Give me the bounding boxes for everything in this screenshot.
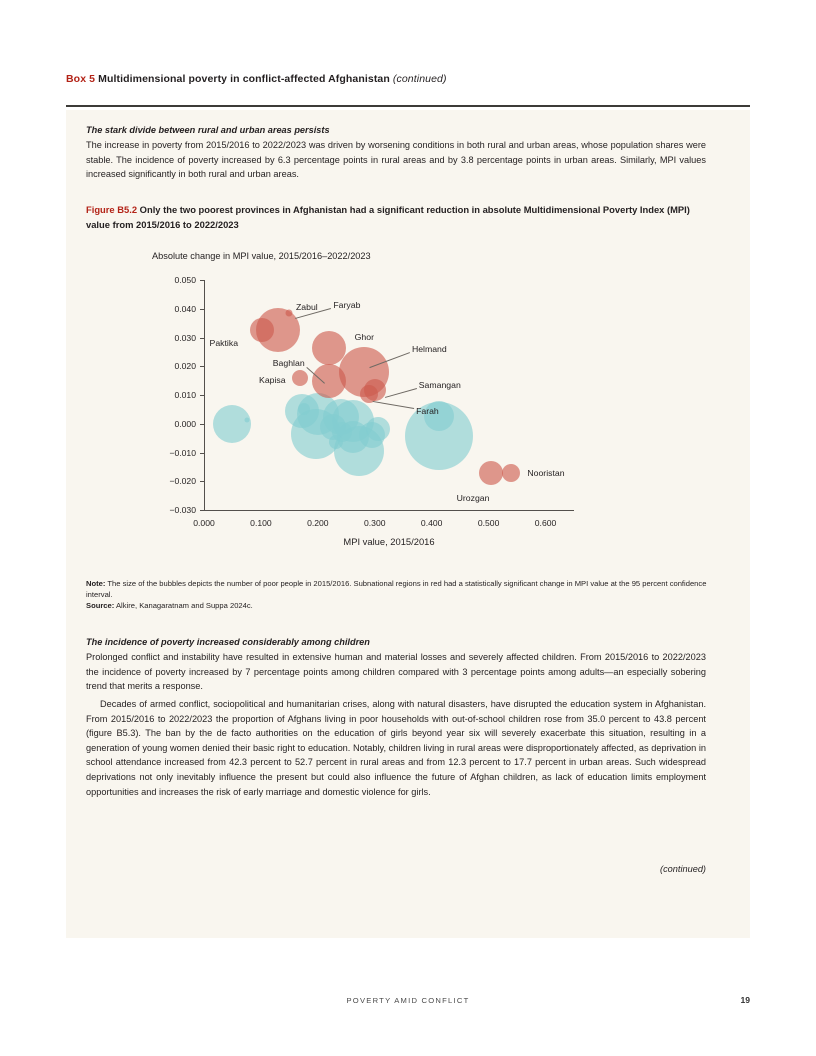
bubble-chart bbox=[86, 248, 706, 558]
chart-y-tick-mark bbox=[200, 481, 204, 482]
section-heading-children: The incidence of poverty increased considerably among children bbox=[86, 637, 370, 647]
source-label: Source: bbox=[86, 601, 115, 611]
header-divider bbox=[66, 105, 750, 107]
chart-bubble-nooristan bbox=[502, 464, 520, 482]
note-text: The size of the bubbles depicts the number of poor people in 2015/2016. Subnational regions in red had a statistically significant change in MPI value at the 95 percent confidence interval. bbox=[86, 579, 707, 600]
section-paragraph-children-2: Decades of armed conflict, sociopolitical and humanitarian crises, along with natural disasters, have disrupted the education system in Afghanistan. From 2015/2016 to 2022/2023 the proportion of Afghans living in poor households with out-of-school children rose from 35.0 percent to 43.8 percent (figure B5.3). The ban by the de facto authorities on the education of girls beyond year six will severely exacerbate this situation, resulting in a generation of young women denied their basic right to education. Notably, children living in rural areas were disproportionately affected, as deprivation in school attendance increased from 42.3 percent to 52.7 percent in rural areas and from 12.3 percent to 17.7 percent in urban areas. Such widespread deprivations not only inevitably influence the present but could also influence the future of Afghan children, as lack of education limits employment opportunities and increases the risk of early marriage and domestic violence for girls. bbox=[86, 699, 706, 797]
chart-bubble-farah bbox=[360, 385, 378, 403]
chart-y-tick-label: −0.010 bbox=[169, 447, 196, 458]
footer-page-number: 19 bbox=[740, 995, 750, 1005]
chart-y-tick-mark bbox=[200, 280, 204, 281]
chart-bubble-ghor bbox=[312, 331, 346, 365]
chart-y-tick-label: 0.020 bbox=[174, 361, 196, 372]
box-number-label: Box 5 bbox=[66, 73, 96, 85]
chart-x-tick-label: 0.300 bbox=[364, 518, 386, 528]
chart-y-tick-mark bbox=[200, 424, 204, 425]
chart-bubble-kapisa bbox=[292, 370, 308, 386]
chart-point-label-helmand: Helmand bbox=[411, 344, 447, 354]
chart-bubble-paktika bbox=[250, 318, 274, 342]
figure-title bbox=[86, 202, 706, 232]
chart-y-tick-mark bbox=[200, 338, 204, 339]
source-text: Alkire, Kanagaratnam and Suppa 2024c. bbox=[115, 601, 253, 611]
chart-x-axis-title: MPI value, 2015/2016 bbox=[343, 536, 435, 547]
box-title: Multidimensional poverty in conflict-affected Afghanistan bbox=[98, 73, 390, 85]
chart-bubble-faryab bbox=[286, 310, 293, 317]
chart-bubble bbox=[298, 403, 310, 415]
chart-point-label-kapisa: Kapisa bbox=[259, 374, 286, 385]
chart-y-tick-mark bbox=[200, 366, 204, 367]
chart-plot-area bbox=[204, 280, 574, 510]
chart-point-label-samangan: Samangan bbox=[418, 379, 461, 390]
chart-y-tick-label: 0.000 bbox=[174, 418, 196, 429]
chart-point-label-ghor: Ghor bbox=[354, 332, 374, 343]
chart-point-label-zabul: Zabul bbox=[296, 302, 318, 313]
chart-bubble bbox=[213, 405, 251, 443]
chart-bubble bbox=[329, 435, 343, 449]
chart-y-tick-mark bbox=[200, 510, 204, 511]
footer-running-head: POVERTY AMID CONFLICT bbox=[346, 996, 470, 1005]
chart-x-tick-label: 0.000 bbox=[193, 518, 215, 528]
chart-bubble-urozgan bbox=[479, 461, 503, 485]
box-header bbox=[66, 72, 750, 86]
section-paragraph-children-1: Prolonged conflict and instability have resulted in extensive human and material losses and severely affected children. From 2015/2016 to 2022/2023 the incidence of poverty increased by 7 percentage points among children compared with 3 percentage points among adults—an especially sobering trend that merits a response. bbox=[86, 652, 706, 692]
box-continued-label: (continued) bbox=[392, 73, 447, 85]
continued-note: (continued) bbox=[660, 864, 706, 874]
chart-y-tick-mark bbox=[200, 453, 204, 454]
section-paragraph-rural-urban: The increase in poverty from 2015/2016 to 2022/2023 was driven by worsening conditions in both rural and urban areas, whose population shares were stable. The incidence of poverty increased by 6.3 percentage points in rural areas and by 3.8 percentage points in urban areas. Similarly, MPI values increased significantly in both rural and urban areas. bbox=[86, 140, 706, 180]
chart-y-tick-label: 0.050 bbox=[174, 275, 196, 285]
chart-point-label-faryab: Faryab bbox=[333, 300, 361, 311]
chart-x-tick-label: 0.600 bbox=[534, 518, 557, 528]
chart-y-tick-mark bbox=[200, 309, 204, 310]
chart-y-tick-mark bbox=[200, 395, 204, 396]
chart-x-tick-label: 0.200 bbox=[307, 518, 329, 528]
chart-y-tick-label: −0.030 bbox=[169, 505, 196, 515]
figure-number: Figure B5.2 bbox=[86, 204, 138, 215]
chart-bubble bbox=[366, 417, 390, 441]
section-heading-rural-urban: The stark divide between rural and urban areas persists bbox=[86, 125, 330, 135]
chart-y-tick-label: −0.020 bbox=[169, 476, 196, 487]
chart-point-label-paktika: Paktika bbox=[209, 338, 239, 349]
chart-y-tick-label: 0.040 bbox=[174, 303, 196, 314]
chart-x-tick-label: 0.400 bbox=[420, 518, 443, 528]
chart-bubble bbox=[244, 418, 249, 423]
chart-point-label-nooristan: Nooristan bbox=[527, 468, 565, 479]
chart-y-tick-label: 0.030 bbox=[174, 332, 196, 343]
chart-leader-line bbox=[373, 401, 414, 409]
chart-point-label-urozgan: Urozgan bbox=[456, 493, 490, 504]
chart-leader-line bbox=[385, 388, 417, 398]
note-label: Note: bbox=[86, 579, 106, 588]
chart-bubble-baghlan bbox=[312, 364, 346, 398]
chart-y-tick-label: 0.010 bbox=[174, 390, 196, 400]
chart-x-axis-line bbox=[204, 510, 574, 511]
chart-x-tick-label: 0.100 bbox=[250, 518, 272, 528]
figure-caption: Only the two poorest provinces in Afghanistan had a significant reduction in absolute Multidimensional Poverty Index (MPI) value from 2015/2016 to 2022/2023 bbox=[86, 204, 690, 230]
chart-x-tick-label: 0.500 bbox=[477, 518, 500, 528]
chart-point-label-baghlan: Baghlan bbox=[272, 358, 305, 369]
figure-note-source bbox=[86, 578, 714, 612]
chart-point-label-farah: Farah bbox=[416, 405, 439, 416]
chart-y-axis-title: Absolute change in MPI value, 2015/2016–2022/2023 bbox=[152, 251, 371, 261]
